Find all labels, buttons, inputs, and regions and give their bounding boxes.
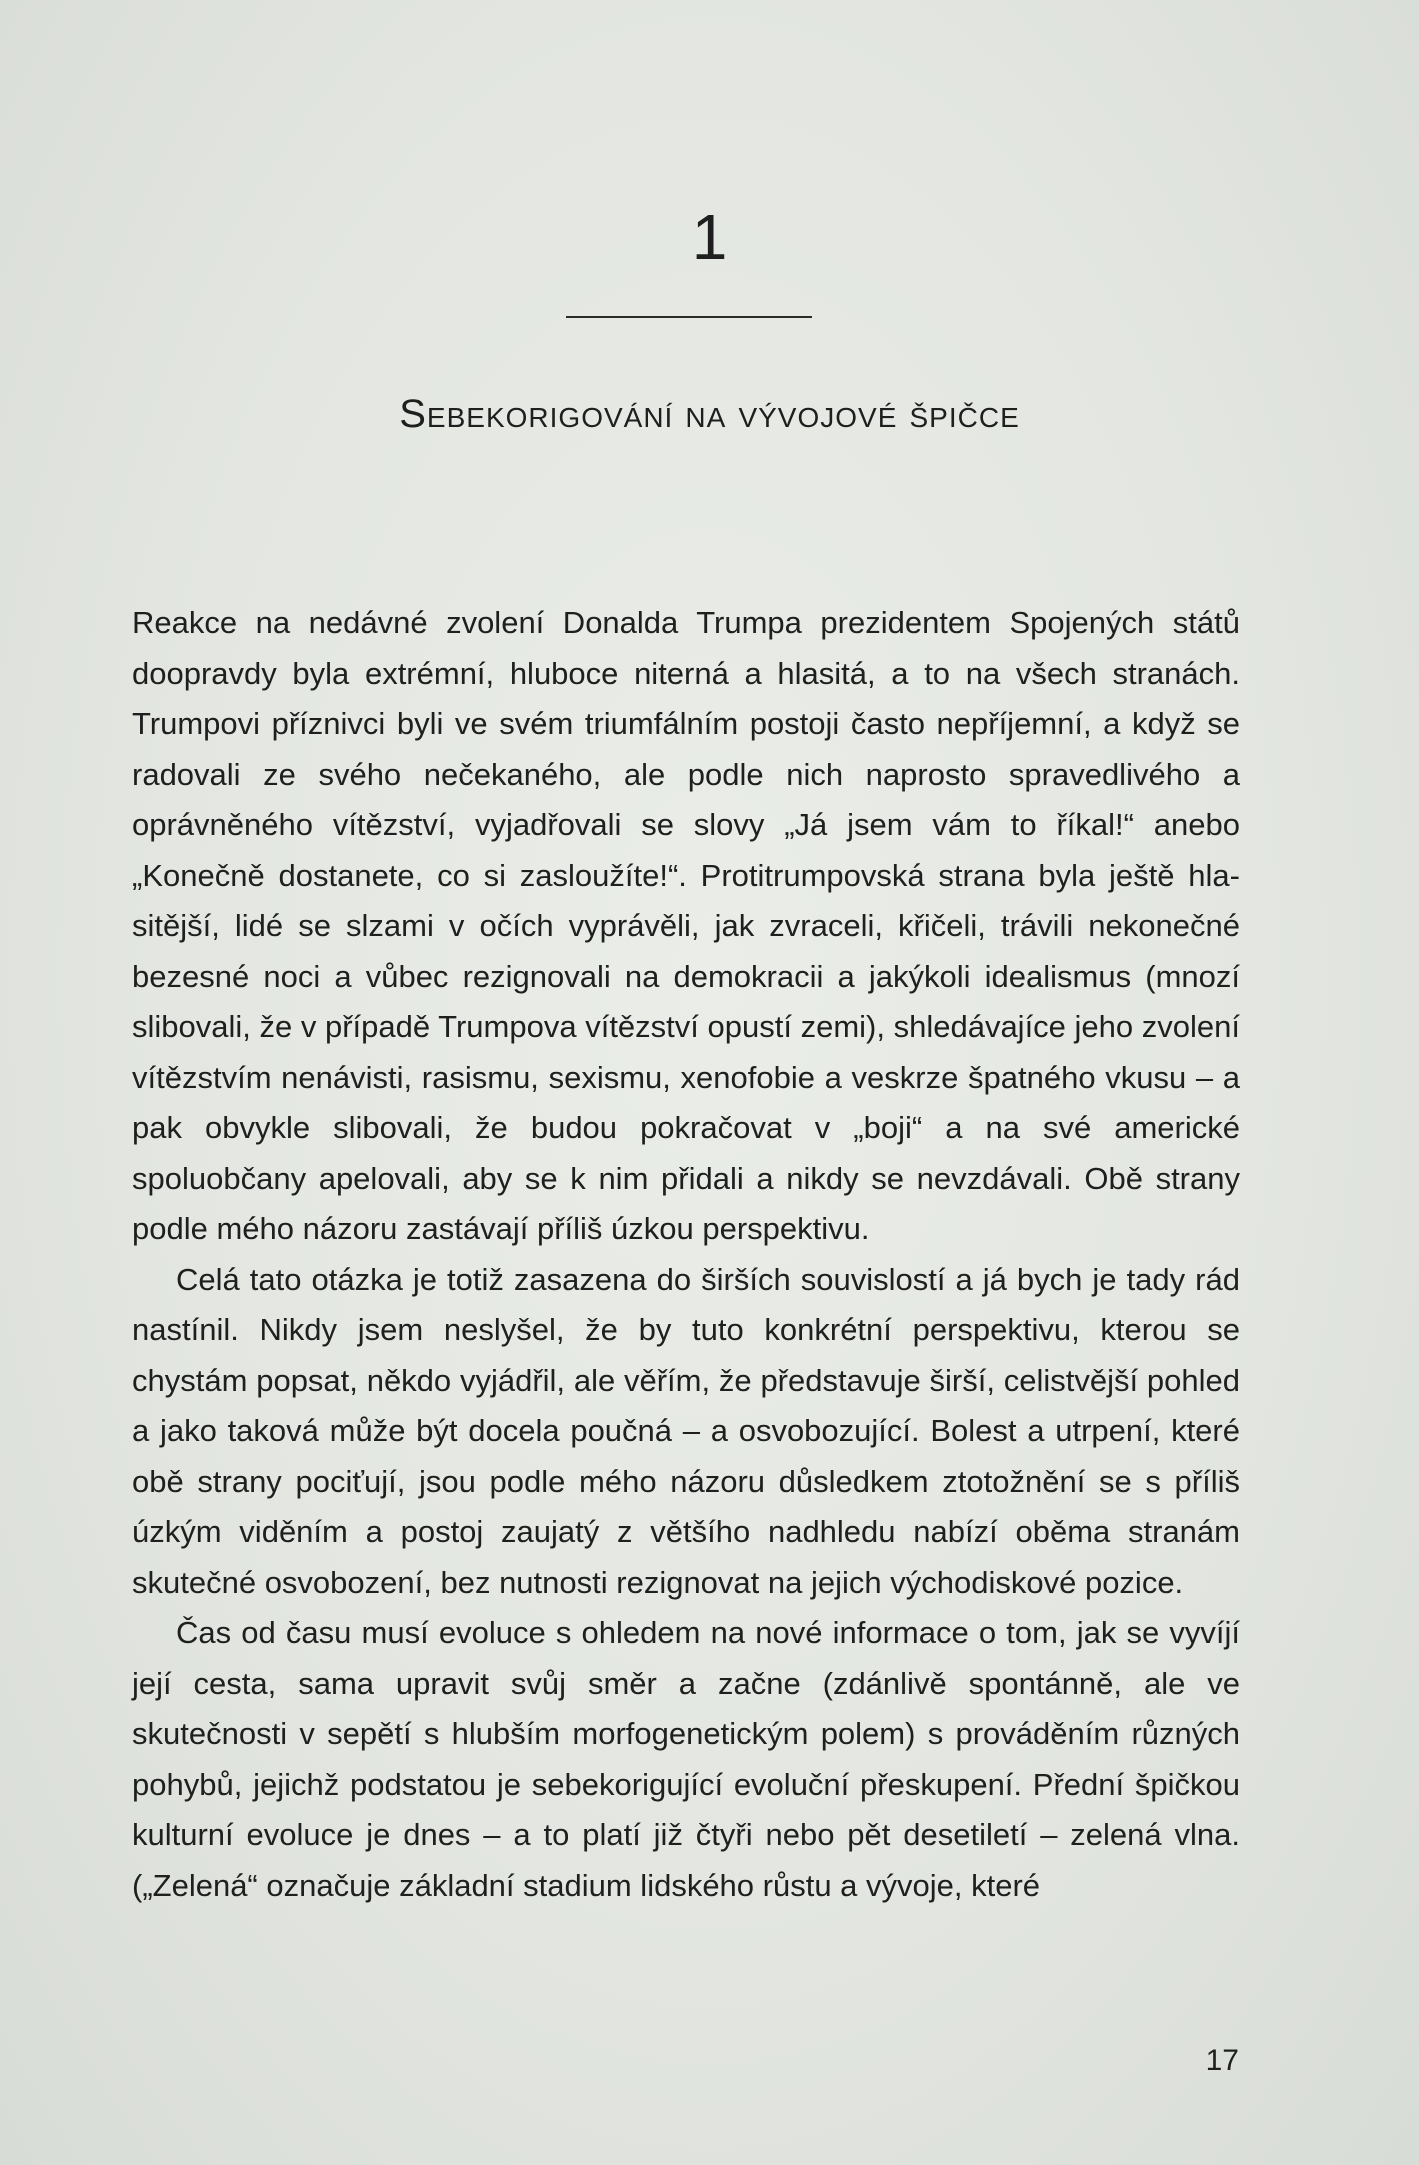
paragraph: Celá tato otázka je totiž zasazena do širších souvislostí a já bych je tady rád nastínil. Nikdy jsem neslyšel, že by tuto konkrétní perspektivu, kterou se chystám popsat, někdo vyjádřil, ale věřím, že představuje širší, celistvější pohled a jako taková může být docela poučná – a osvobozující. Bolest a utrpení, které obě strany pociťují, jsou podle mého názoru důsledkem ztotožnění se s příliš úzkým viděním a postoj zaujatý z většího nadhledu nabízí oběma stranám skutečné osvobození, bez nutnosti rezignovat na jejich východiskové pozice.	[132, 1261, 1240, 1600]
page-number: 17	[1205, 2044, 1239, 2077]
chapter-title: Sebekorigování na vývojové špičce	[399, 392, 1020, 436]
paragraph: Čas od času musí evoluce s ohledem na nové informace o tom, jak se vyvíjí její cesta, sama upravit svůj směr a začne (zdánlivě spontánně, ale ve skutečnosti v sepětí s hlubším morfogenetickým polem) s prováděním různých pohybů, jejichž podstatou je sebekorigující evoluční přeskupení. Přední špičkou kulturní evoluce je dnes – a to platí již čtyři nebo pět desetiletí – zelená vlna. („Zelená“ označuje základní stadium lidského růstu a vývoje, které	[132, 1615, 1240, 1903]
body-text	[132, 598, 1240, 1911]
chapter-divider	[566, 316, 812, 318]
paragraph: Reakce na nedávné zvolení Donalda Trumpa prezidentem Spojených států doopravdy byla extrémní, hluboce niterná a hlasitá, a to na všech stranách. Trumpovi příznivci byli ve svém triumfálním postoji často nepříjemní, a když se radovali ze svého nečekaného, ale podle nich naprosto spravedlivého a oprávněného vítězství, vyjadřovali se slovy „Já jsem vám to říkal!“ anebo „Konečně dostanete, co si zasloužíte!“. Protitrumpovská strana byla ještě hlasitější, lidé se slzami v očích vyprávěli, jak zvraceli, křičeli, trávili nekonečné bezesné noci a vůbec rezignovali na demokracii a jakýkoli idealismus (mnozí slibovali, že v případě Trumpova vítězství opustí zemi), shledávajíce jeho zvolení vítězstvím nenávisti, rasismu, sexismu, xenofobie a veskrze špatného vkusu – a pak obvykle slibovali, že budou pokračovat v „boji“ a na své americké spoluobčany apelovali, aby se k nim přidali a nikdy se nevzdávali. Obě strany podle mého názoru zastávají příliš úzkou perspektivu.	[132, 605, 1240, 1246]
chapter-number: 1	[691, 201, 728, 273]
